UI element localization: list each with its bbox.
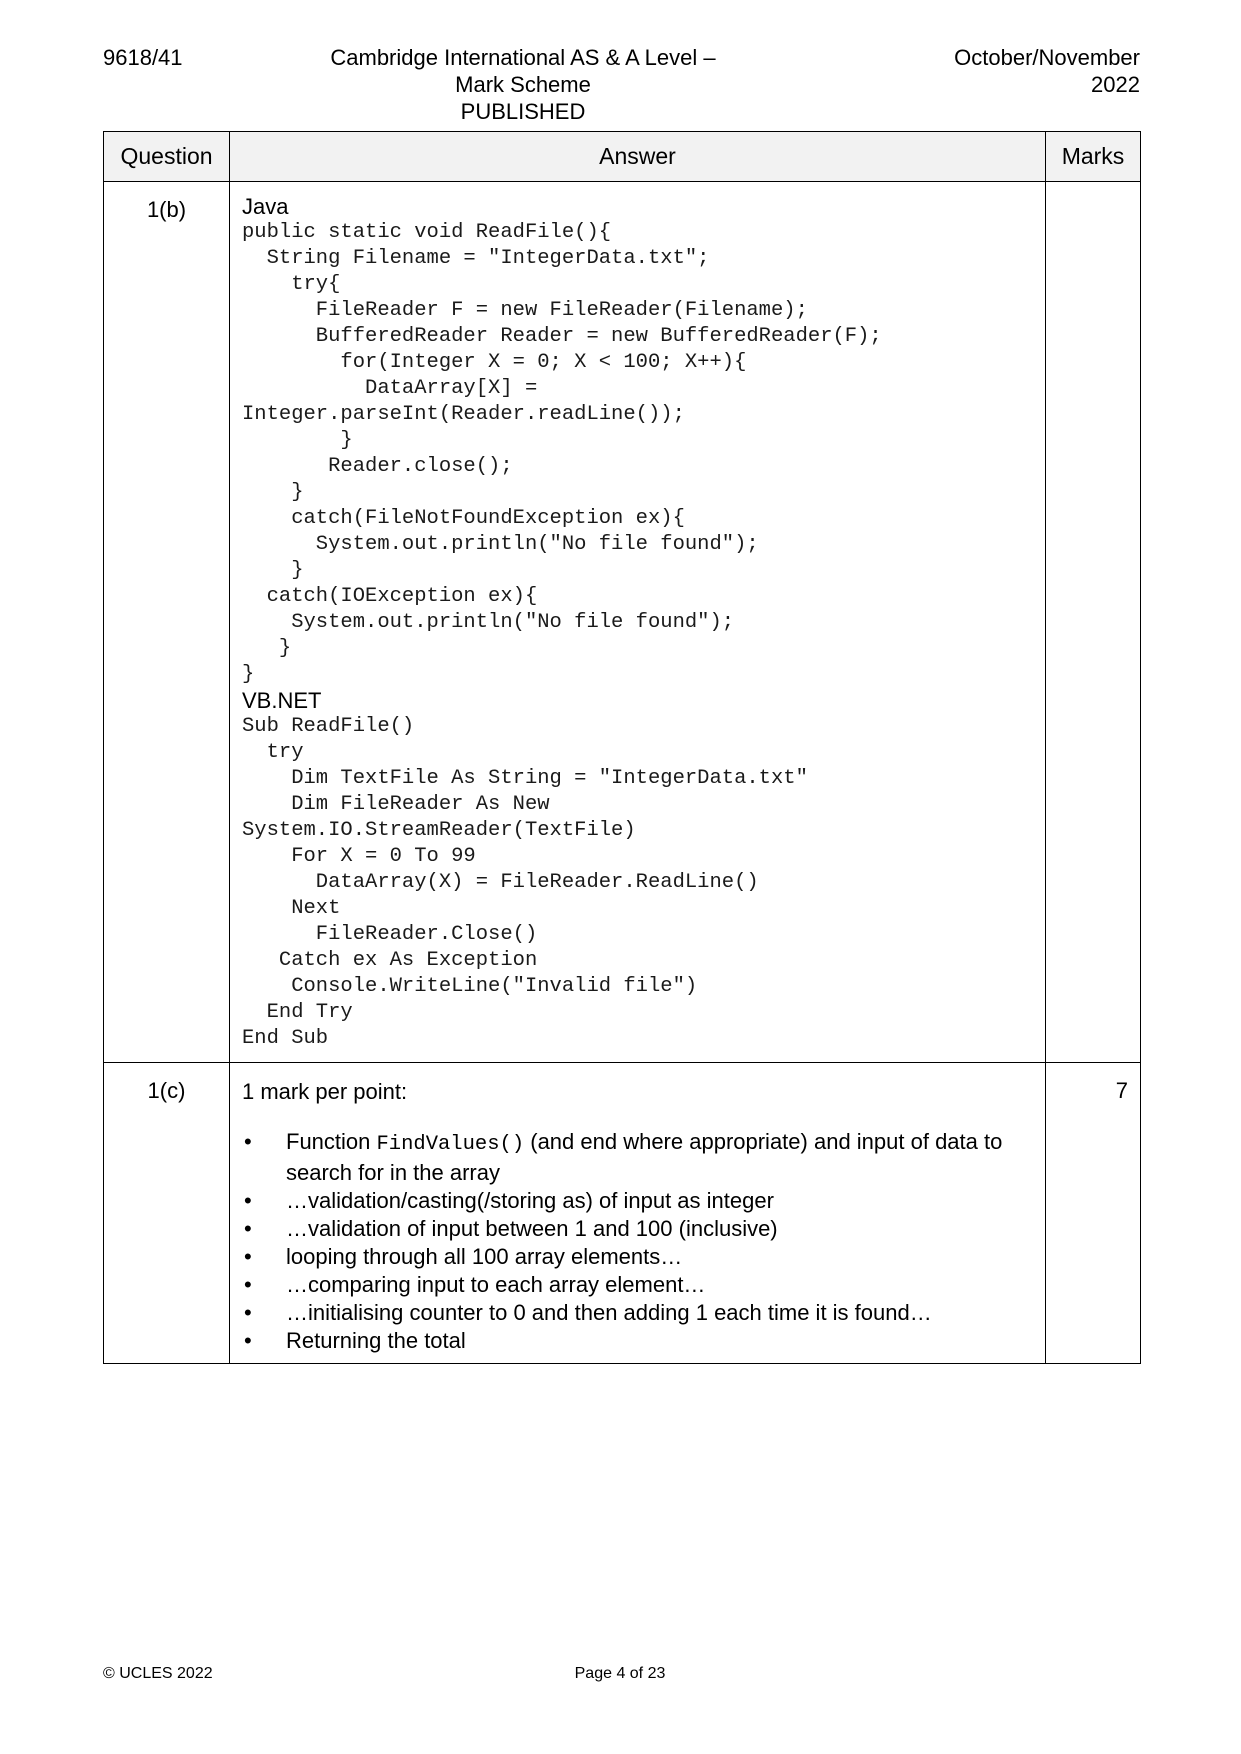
page-header [103,44,1140,124]
list-item [242,1327,1035,1355]
point-text: …comparing input to each array element… [286,1272,706,1297]
list-item [242,1215,1035,1243]
point-code: FindValues() [376,1133,525,1156]
answer-cell [230,182,1046,1063]
document-title-line1: Cambridge International AS & A Level – Mark Scheme [330,45,716,97]
bullet-icon: • [244,1272,252,1297]
marking-points-list [242,1128,1035,1355]
table-header-row [104,132,1141,182]
list-item [242,1299,1035,1327]
page-number: Page 4 of 23 [574,1665,666,1682]
bullet-icon: • [244,1129,252,1154]
point-text: Returning the total [286,1328,466,1353]
list-item [242,1128,1035,1187]
bullet-icon: • [244,1188,252,1213]
code-block-vbnet: Sub ReadFile() try Dim TextFile As String = "IntegerData.txt" Dim FileReader As New System.IO.StreamReader(TextFile) For X = 0 To 99 DataArray(X) = FileReader.ReadLine() Next FileReader.Close() Catch ex As Exception Console.WriteLine("Invalid file") End Try End Sub [242,715,808,1050]
point-text: …initialising counter to 0 and then adding 1 each time it is found… [286,1300,932,1325]
bullet-icon: • [244,1300,252,1325]
code-block-java: public static void ReadFile(){ String Filename = "IntegerData.txt"; try{ FileReader F = new FileReader(Filename); BufferedReader Reader = new BufferedReader(F); for(Integer X = 0; X < 100; X++){ DataArray[X] = Integer.parseInt(Reader.readLine()); } Reader.close(); } catch(FileNotFoundException ex){ System.out.println("No file found"); } catch(IOException ex){ System.out.println("No file found"); } } [242,221,882,686]
exam-session-line1: October/November [954,45,1140,70]
language-label-vbnet: VB.NET [242,688,322,713]
exam-session [940,44,1140,98]
marks-value [1046,182,1141,1063]
question-number: 1(b) [104,182,230,1063]
point-text: looping through all 100 array elements… [286,1244,683,1269]
point-text: …validation of input between 1 and 100 (inclusive) [286,1216,778,1241]
language-label-java: Java [242,194,289,219]
column-header-marks: Marks [1046,132,1141,182]
answer-cell [230,1063,1046,1364]
column-header-answer: Answer [230,132,1046,182]
bullet-icon: • [244,1216,252,1241]
point-text: (and end where appropriate) and input of data to search for in the array [286,1129,1003,1185]
point-text: …validation/casting(/storing as) of input as integer [286,1188,774,1213]
document-title [323,44,723,125]
table-row [104,182,1141,1063]
table-row [104,1063,1141,1364]
question-number: 1(c) [104,1063,230,1364]
point-text: Function [286,1129,377,1154]
syllabus-code: 9618/41 [103,45,183,70]
list-item [242,1187,1035,1215]
copyright-notice: © UCLES 2022 [103,1665,213,1682]
list-item [242,1271,1035,1299]
document-title-line2: PUBLISHED [460,99,586,124]
list-item [242,1243,1035,1271]
column-header-question: Question [104,132,230,182]
marks-value: 7 [1046,1063,1141,1364]
mark-scheme-table [103,131,1141,1364]
bullet-icon: • [244,1328,252,1353]
marking-instruction: 1 mark per point: [242,1079,408,1104]
bullet-icon: • [244,1244,252,1269]
exam-session-line2: 2022 [1091,72,1140,97]
